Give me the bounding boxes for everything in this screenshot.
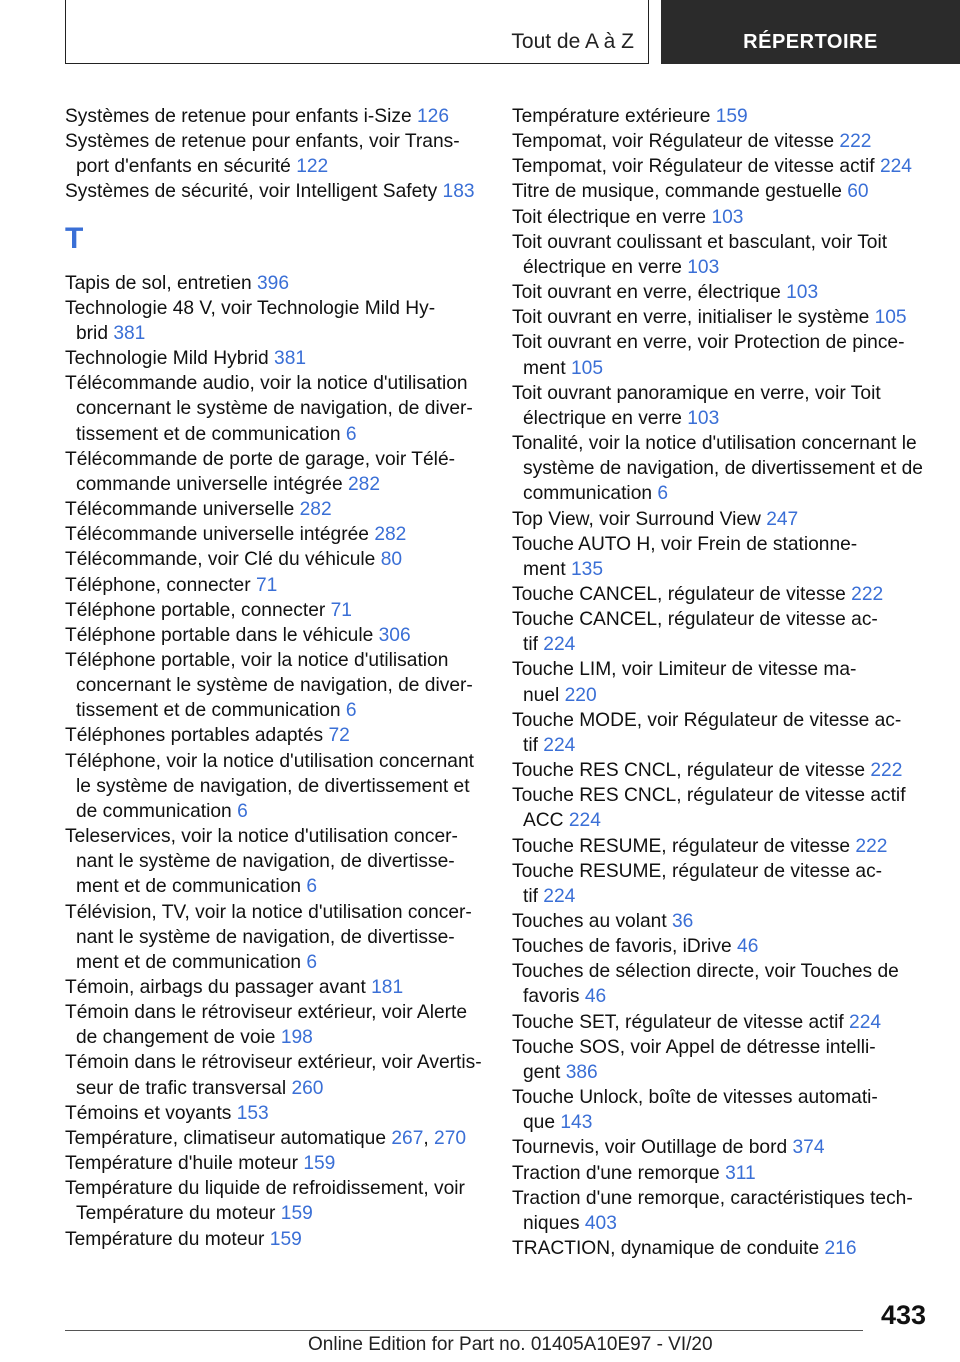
index-entry-text: Téléphones portables adaptés xyxy=(65,725,324,747)
index-entry-text: ACC xyxy=(523,810,564,832)
index-entry-text: Top View, voir Surround View xyxy=(512,508,761,530)
index-entry xyxy=(65,824,485,899)
index-entry-text: Teleservices, voir la notice d'utilisation concer- xyxy=(65,826,458,848)
page-reference-link[interactable]: 224 xyxy=(543,734,576,756)
page-reference-link[interactable]: 181 xyxy=(371,977,404,998)
index-entry xyxy=(512,909,932,934)
section-letter-heading: T xyxy=(65,221,84,255)
index-entry xyxy=(512,1186,932,1236)
index-entry xyxy=(512,959,932,1009)
index-entry-text: seur de trafic transversal xyxy=(76,1077,287,1099)
page-reference-link[interactable]: 71 xyxy=(330,599,352,621)
index-entry-text: Tournevis, voir Outillage de bord xyxy=(512,1137,788,1159)
page-reference-link[interactable]: 220 xyxy=(564,684,597,706)
page-reference-link[interactable]: 224 xyxy=(543,634,576,656)
page-reference-link[interactable]: 282 xyxy=(347,473,380,495)
tab-tout-de-a-a-z-label: Tout de A à Z xyxy=(511,30,634,53)
index-entry-text: tissement et de communication xyxy=(76,700,341,722)
index-entry xyxy=(512,708,932,758)
page-reference-link[interactable]: 260 xyxy=(291,1077,324,1099)
page-reference-link[interactable]: 143 xyxy=(560,1112,593,1134)
index-entry-text: Toit ouvrant en verre, électrique xyxy=(512,282,781,304)
index-entry-text: gent xyxy=(523,1061,561,1083)
index-entry-text: Touches de sélection directe, voir Touches de xyxy=(512,961,899,983)
page-reference-link[interactable]: 267 xyxy=(391,1127,424,1149)
index-entry-text: communication xyxy=(523,483,653,505)
index-entry xyxy=(512,179,932,204)
index-entry xyxy=(65,900,485,975)
page-reference-link[interactable]: 282 xyxy=(299,499,332,521)
page-reference-link[interactable]: 222 xyxy=(851,583,884,605)
index-entry xyxy=(65,371,485,446)
index-entry-text: de communication xyxy=(76,800,232,822)
index-entry-text: Témoin dans le rétroviseur extérieur, voir Alerte xyxy=(65,1002,468,1024)
page-reference-link[interactable]: 36 xyxy=(672,911,694,932)
index-entry-text: brid xyxy=(76,322,108,344)
index-entry-text: Touche RESUME, régulateur de vitesse xyxy=(512,835,851,857)
page-reference-link[interactable]: 153 xyxy=(236,1102,269,1124)
index-entry-text: Touche RESUME, régulateur de vitesse ac- xyxy=(512,860,883,882)
index-entry-text: Touche CANCEL, régulateur de vitesse ac- xyxy=(512,609,878,631)
index-entry xyxy=(512,1135,932,1160)
page-reference-link[interactable]: 247 xyxy=(766,508,799,530)
page-reference-link[interactable]: 6 xyxy=(345,423,357,445)
page-reference-link[interactable]: 403 xyxy=(584,1212,617,1234)
index-entry xyxy=(512,154,932,179)
page-reference-link[interactable]: 183 xyxy=(442,181,475,203)
page-number: 433 xyxy=(880,1300,926,1330)
index-entry-text: Téléphone, connecter xyxy=(65,574,251,596)
index-entry-text: Touche MODE, voir Régulateur de vitesse ac- xyxy=(512,709,902,731)
index-entry-text: Toit électrique en verre xyxy=(512,206,707,228)
index-entry-text: tissement et de communication xyxy=(76,423,341,445)
index-entry-text: Touche LIM, voir Limiteur de vitesse ma- xyxy=(512,659,857,681)
index-entry xyxy=(65,447,485,497)
index-entry xyxy=(65,1101,485,1126)
index-entry-text: Toit ouvrant en verre, voir Protection de pince- xyxy=(512,332,905,354)
index-entry-text: système de navigation, de divertissement et de xyxy=(523,458,923,480)
index-entry xyxy=(65,598,485,623)
page-reference-link[interactable]: 6 xyxy=(306,951,318,973)
index-entry xyxy=(512,280,932,305)
index-column-left xyxy=(65,104,485,1252)
page-reference-link[interactable]: 6 xyxy=(345,700,357,722)
index-entry xyxy=(512,1085,932,1135)
index-entry xyxy=(512,381,932,431)
page-reference-link[interactable]: 103 xyxy=(786,282,819,304)
index-entry xyxy=(65,749,485,824)
index-entry xyxy=(512,305,932,330)
page-reference-link[interactable]: 103 xyxy=(687,256,720,278)
index-entry xyxy=(512,431,932,506)
page-reference-link[interactable]: 105 xyxy=(874,307,907,329)
index-entry-text: Témoin, airbags du passager avant xyxy=(65,977,366,998)
page-reference-link[interactable]: 60 xyxy=(847,181,869,203)
index-entry xyxy=(512,1236,932,1261)
index-entry xyxy=(65,648,485,723)
index-entry-text: Systèmes de retenue pour enfants i-Size xyxy=(65,106,412,127)
index-entry-text: Téléphone portable, connecter xyxy=(65,599,326,621)
index-entry-text: ment xyxy=(523,558,566,580)
page-reference-link[interactable]: 306 xyxy=(378,624,411,646)
index-entry xyxy=(65,271,485,296)
index-entry: Température, climatiseur automatique 267, 270 xyxy=(65,1127,467,1149)
page-reference-link[interactable]: 159 xyxy=(715,106,748,127)
page-reference-link[interactable]: 6 xyxy=(237,800,248,822)
index-column-right xyxy=(512,104,932,1261)
index-entry-text: Télécommande, voir Clé du véhicule xyxy=(65,549,376,571)
index-entry-text: tif xyxy=(523,634,538,656)
index-entry-text: Touche SET, régulateur de vitesse actif xyxy=(512,1011,844,1033)
index-entry-text: Traction d'une remorque, caractéristiques tech- xyxy=(512,1187,913,1209)
index-entry-text: Touche AUTO H, voir Frein de stationne- xyxy=(512,533,858,555)
page-reference-link[interactable]: 381 xyxy=(113,322,146,344)
index-entry-text: Témoins et voyants xyxy=(65,1102,232,1124)
page-reference-link[interactable]: 159 xyxy=(280,1203,313,1225)
index-entry-text: Toit ouvrant coulissant et basculant, voir Toit xyxy=(512,231,888,253)
index-entry xyxy=(65,975,485,1000)
index-entry xyxy=(512,582,932,607)
page-reference-link[interactable]: 224 xyxy=(543,885,576,907)
index-entry xyxy=(512,1010,932,1035)
page-reference-link[interactable]: 135 xyxy=(571,558,604,580)
index-entry xyxy=(65,1151,485,1176)
index-entry-text: favoris xyxy=(523,986,580,1008)
page-reference-link[interactable]: 224 xyxy=(849,1011,882,1033)
index-entry xyxy=(65,296,485,346)
index-entry-text: Télécommande universelle xyxy=(65,499,295,521)
page-reference-link[interactable]: 6 xyxy=(306,876,318,898)
index-entry-text: que xyxy=(523,1112,556,1134)
index-entry xyxy=(65,179,485,204)
page-reference-link[interactable]: 216 xyxy=(824,1238,857,1260)
index-entry-text: Tempomat, voir Régulateur de vitesse actif xyxy=(512,156,875,178)
index-entry-text: ment et de communication xyxy=(76,876,302,898)
index-entry-text: Témoin dans le rétroviseur extérieur, voir Avertis- xyxy=(65,1052,482,1074)
index-entry xyxy=(512,330,932,380)
tab-repertoire-label: RÉPERTOIRE xyxy=(743,31,878,53)
index-entry-text: Température, climatiseur automatique xyxy=(65,1127,387,1149)
index-entry-text: concernant le système de navigation, de diver- xyxy=(76,398,473,420)
index-entry xyxy=(65,129,485,179)
index-entry-text: Télécommande audio, voir la notice d'utilisation xyxy=(65,373,468,395)
footer-divider xyxy=(65,1330,863,1331)
index-entry-text: Température d'huile moteur xyxy=(65,1153,298,1175)
page-reference-link[interactable]: 386 xyxy=(565,1061,598,1083)
page-reference-link[interactable]: 282 xyxy=(374,524,407,546)
index-entry xyxy=(512,104,932,129)
index-entry-text: Toit ouvrant en verre, initialiser le système xyxy=(512,307,870,329)
index-entry xyxy=(65,723,485,748)
page-reference-link[interactable]: 381 xyxy=(274,348,307,370)
page-reference-link[interactable]: 222 xyxy=(839,131,872,153)
index-entry xyxy=(65,346,485,371)
index-entry-text: Touche CANCEL, régulateur de vitesse xyxy=(512,583,846,605)
index-entry xyxy=(512,532,932,582)
page-reference-link[interactable]: 80 xyxy=(380,549,403,571)
index-entry xyxy=(512,1161,932,1186)
index-entry xyxy=(512,607,932,657)
page-reference-link[interactable]: 103 xyxy=(687,407,720,429)
index-entry xyxy=(65,104,485,129)
page-reference-link[interactable]: 159 xyxy=(303,1153,336,1175)
page-reference-link[interactable]: 222 xyxy=(870,760,903,782)
page-reference-link[interactable]: 270 xyxy=(434,1127,467,1149)
page-reference-link[interactable]: 198 xyxy=(280,1027,313,1049)
index-entry xyxy=(65,497,485,522)
index-entry-text: nuel xyxy=(523,684,560,706)
index-entry-text: tif xyxy=(523,885,538,907)
index-entry-text: Touches de favoris, iDrive xyxy=(512,936,732,958)
page-reference-link[interactable]: 71 xyxy=(255,574,278,596)
index-entry-text: Tonalité, voir la notice d'utilisation concernant le xyxy=(512,433,917,455)
index-entry-text: Technologie 48 V, voir Technologie Mild Hy- xyxy=(65,297,436,319)
page-reference-link[interactable]: 103 xyxy=(711,206,744,228)
index-entry-text: de changement de voie xyxy=(76,1027,276,1049)
page-reference-link[interactable]: 311 xyxy=(725,1162,756,1184)
index-entry-text: Touche SOS, voir Appel de détresse intelli- xyxy=(512,1036,876,1058)
index-entry-text: Touche RES CNCL, régulateur de vitesse actif xyxy=(512,785,906,807)
index-entry-text: Téléphone portable, voir la notice d'utilisation xyxy=(65,649,449,671)
index-entry xyxy=(512,758,932,783)
index-entry-text: nant le système de navigation, de divertisse- xyxy=(76,851,455,873)
index-entry xyxy=(512,1035,932,1085)
page-reference-link[interactable]: 374 xyxy=(792,1137,825,1159)
index-entry-text: Touche RES CNCL, régulateur de vitesse xyxy=(512,760,866,782)
page-reference-link[interactable]: 126 xyxy=(416,106,449,127)
index-entry xyxy=(65,1050,485,1100)
index-entry xyxy=(65,1176,485,1226)
index-entry-text: Touche Unlock, boîte de vitesses automati- xyxy=(512,1087,878,1109)
index-entry xyxy=(65,1227,485,1252)
index-entry-text: ment et de communication xyxy=(76,951,302,973)
index-entry-text: électrique en verre xyxy=(523,256,682,278)
index-entry xyxy=(512,859,932,909)
page-reference-link[interactable]: 224 xyxy=(568,810,601,832)
tab-repertoire[interactable] xyxy=(661,0,960,64)
page-reference-link[interactable]: 46 xyxy=(584,986,607,1008)
index-entry xyxy=(65,573,485,598)
index-entry-text: Tempomat, voir Régulateur de vitesse xyxy=(512,131,835,153)
index-entry-text: Systèmes de sécurité, voir Intelligent Safety xyxy=(65,181,438,203)
index-entry xyxy=(65,1000,485,1050)
footer-edition: Online Edition for Part no. 01405A10E97 - VI/20 xyxy=(308,1334,713,1355)
page-reference-link[interactable]: 222 xyxy=(855,835,888,857)
index-entry-text: électrique en verre xyxy=(523,407,682,429)
index-entry-text: concernant le système de navigation, de diver- xyxy=(76,675,473,697)
index-entry xyxy=(512,129,932,154)
index-entry-text: Température du moteur xyxy=(65,1228,265,1250)
page-reference-link[interactable]: 122 xyxy=(296,156,329,178)
index-entry-text: Toit ouvrant panoramique en verre, voir Toit xyxy=(512,382,881,404)
index-entry xyxy=(512,205,932,230)
index-entry-text: Titre de musique, commande gestuelle xyxy=(512,181,842,203)
index-entry-text: port d'enfants en sécurité xyxy=(76,156,291,178)
index-entry xyxy=(65,623,485,648)
index-entry xyxy=(512,783,932,833)
page-reference-link[interactable]: 105 xyxy=(571,357,604,379)
page-reference-link[interactable]: 159 xyxy=(269,1228,302,1250)
index-entry-text: niques xyxy=(523,1212,580,1234)
index-entry-text: Systèmes de retenue pour enfants, voir Trans- xyxy=(65,131,460,153)
index-entry xyxy=(65,547,485,572)
page-reference-link[interactable]: 72 xyxy=(328,725,350,747)
index-entry-text: Télécommande de porte de garage, voir Télé- xyxy=(65,448,456,470)
index-entry-text: Télécommande universelle intégrée xyxy=(65,524,369,546)
tab-tout-de-a-a-z[interactable] xyxy=(65,0,649,64)
page-reference-link[interactable]: 6 xyxy=(657,483,669,505)
page-reference-link[interactable]: 46 xyxy=(737,936,759,958)
index-entry-text: commande universelle intégrée xyxy=(76,473,343,495)
index-entry-text: Température du moteur xyxy=(76,1203,276,1225)
index-entry-text: tif xyxy=(523,734,538,756)
index-entry-text: TRACTION, dynamique de conduite xyxy=(512,1238,820,1260)
index-entry xyxy=(512,657,932,707)
index-entry-text: le système de navigation, de divertissement et xyxy=(76,775,470,797)
index-entry xyxy=(512,230,932,280)
page-reference-link[interactable]: 224 xyxy=(879,156,912,178)
index-entry-text: ment xyxy=(523,357,566,379)
index-entry-text: Traction d'une remorque xyxy=(512,1162,720,1184)
index-entry-text: Touches au volant xyxy=(512,911,667,932)
index-entry xyxy=(512,934,932,959)
index-entry-text: Température du liquide de refroidissement, voir xyxy=(65,1178,465,1200)
index-entry-text: Technologie Mild Hybrid xyxy=(65,348,269,370)
index-entry xyxy=(512,834,932,859)
index-entry xyxy=(512,507,932,532)
index-entry-text: Téléphone, voir la notice d'utilisation concernant xyxy=(65,750,474,772)
index-entry-text: Télévision, TV, voir la notice d'utilisation concer- xyxy=(65,901,472,923)
index-entry-text: Téléphone portable dans le véhicule xyxy=(65,624,374,646)
page-reference-link[interactable]: 396 xyxy=(257,272,290,294)
index-entry-text: Tapis de sol, entretien xyxy=(65,272,252,294)
index-entry-text: nant le système de navigation, de divertisse- xyxy=(76,926,455,948)
index-entry-text: Température extérieure xyxy=(512,106,711,127)
index-entry xyxy=(65,522,485,547)
